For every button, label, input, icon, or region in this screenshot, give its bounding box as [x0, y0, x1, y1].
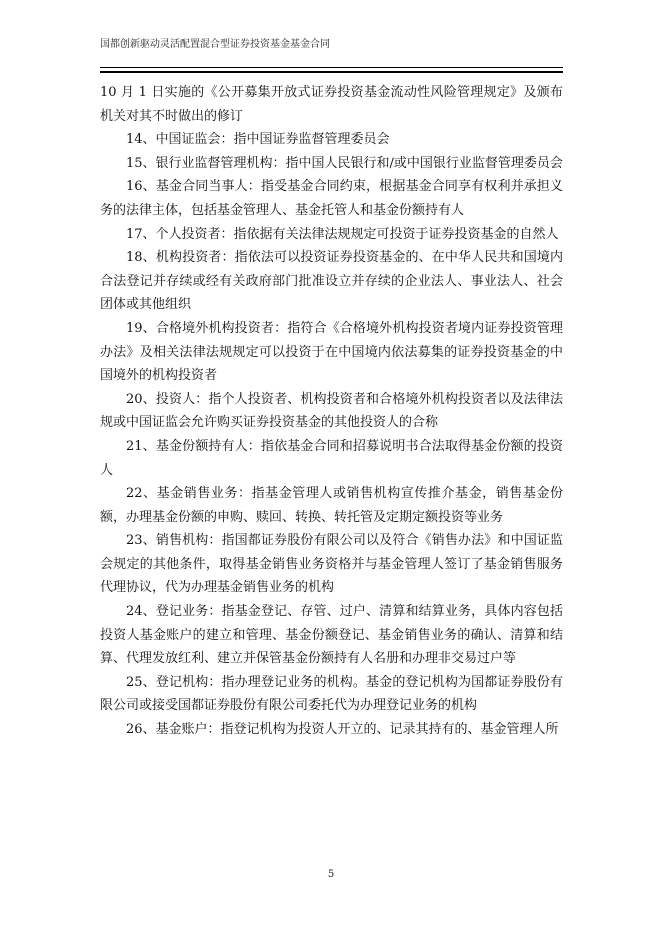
definition-26: 26、基金账户：指登记机构为投资人开立的、记录其持有的、基金管理人所 — [126, 722, 559, 738]
definition-14: 14、中国证监会：指中国证券监督管理委员会 — [126, 132, 390, 148]
definition-15: 15、银行业监督管理机构：指中国人民银行和/或中国银行业监督管理委员会 — [126, 155, 563, 171]
definition-23: 23、销售机构：指国都证券股份有限公司以及符合《销售办法》和中国证监会规定的其他条件，取得基金销售业务资格并与基金管理人签订了基金销售服务代理协议，代为办理基金销售业务的机构 — [100, 533, 563, 596]
definition-25: 25、登记机构：指办理登记业务的机构。基金的登记机构为国都证券股份有限公司或接受国都证券股份有限公司委托代为办理登记业务的机构 — [100, 674, 563, 714]
header-rule-thin — [100, 67, 563, 68]
page-number: 5 — [327, 869, 335, 880]
definition-20: 20、投资人：指个人投资者、机构投资者和合格境外机构投资者以及法律法规或中国证监会允许购买证券投资基金的其他投资人的合称 — [100, 391, 563, 431]
definition-21: 21、基金份额持有人：指依基金合同和招募说明书合法取得基金份额的投资人 — [100, 438, 563, 478]
definition-22: 22、基金销售业务：指基金管理人或销售机构宣传推介基金，销售基金份额，办理基金份额的申购、赎回、转换、转托管及定期定额投资等业务 — [100, 486, 563, 525]
document-body — [100, 81, 563, 742]
definition-19: 19、合格境外机构投资者：指符合《合格境外机构投资者境内证券投资管理办法》及相关法律法规规定可以投资于在中国境内依法募集的证券投资基金的中国境外的机构投资者 — [100, 320, 563, 384]
definition-16: 16、基金合同当事人：指受基金合同约束，根据基金合同享有权利并承担义务的法律主体，包括基金管理人、基金托管人和基金份额持有人 — [100, 179, 563, 218]
definition-17: 17、个人投资者：指依据有关法律法规规定可投资于证券投资基金的自然人 — [126, 226, 559, 242]
header-rule-thick — [100, 71, 563, 73]
page-header: 国都创新驱动灵活配置混合型证券投资基金基金合同 — [100, 39, 330, 50]
definition-18: 18、机构投资者：指依法可以投资证券投资基金的、在中华人民共和国境内合法登记并存续或经有关政府部门批准设立并存续的企业法人、事业法人、社会团体或其他组织 — [100, 250, 563, 313]
definition-24: 24、登记业务：指基金登记、存管、过户、清算和结算业务，具体内容包括投资人基金账户的建立和管理、基金份额登记、基金销售业务的确认、清算和结算、代理发放红利、建立并保管基金份额持有人名册和办理非交易过户等 — [100, 604, 563, 667]
paragraph-continuation: 10 月 1 日实施的《公开募集开放式证券投资基金流动性风险管理规定》及颁布机关对其不时做出的修订 — [100, 85, 563, 124]
